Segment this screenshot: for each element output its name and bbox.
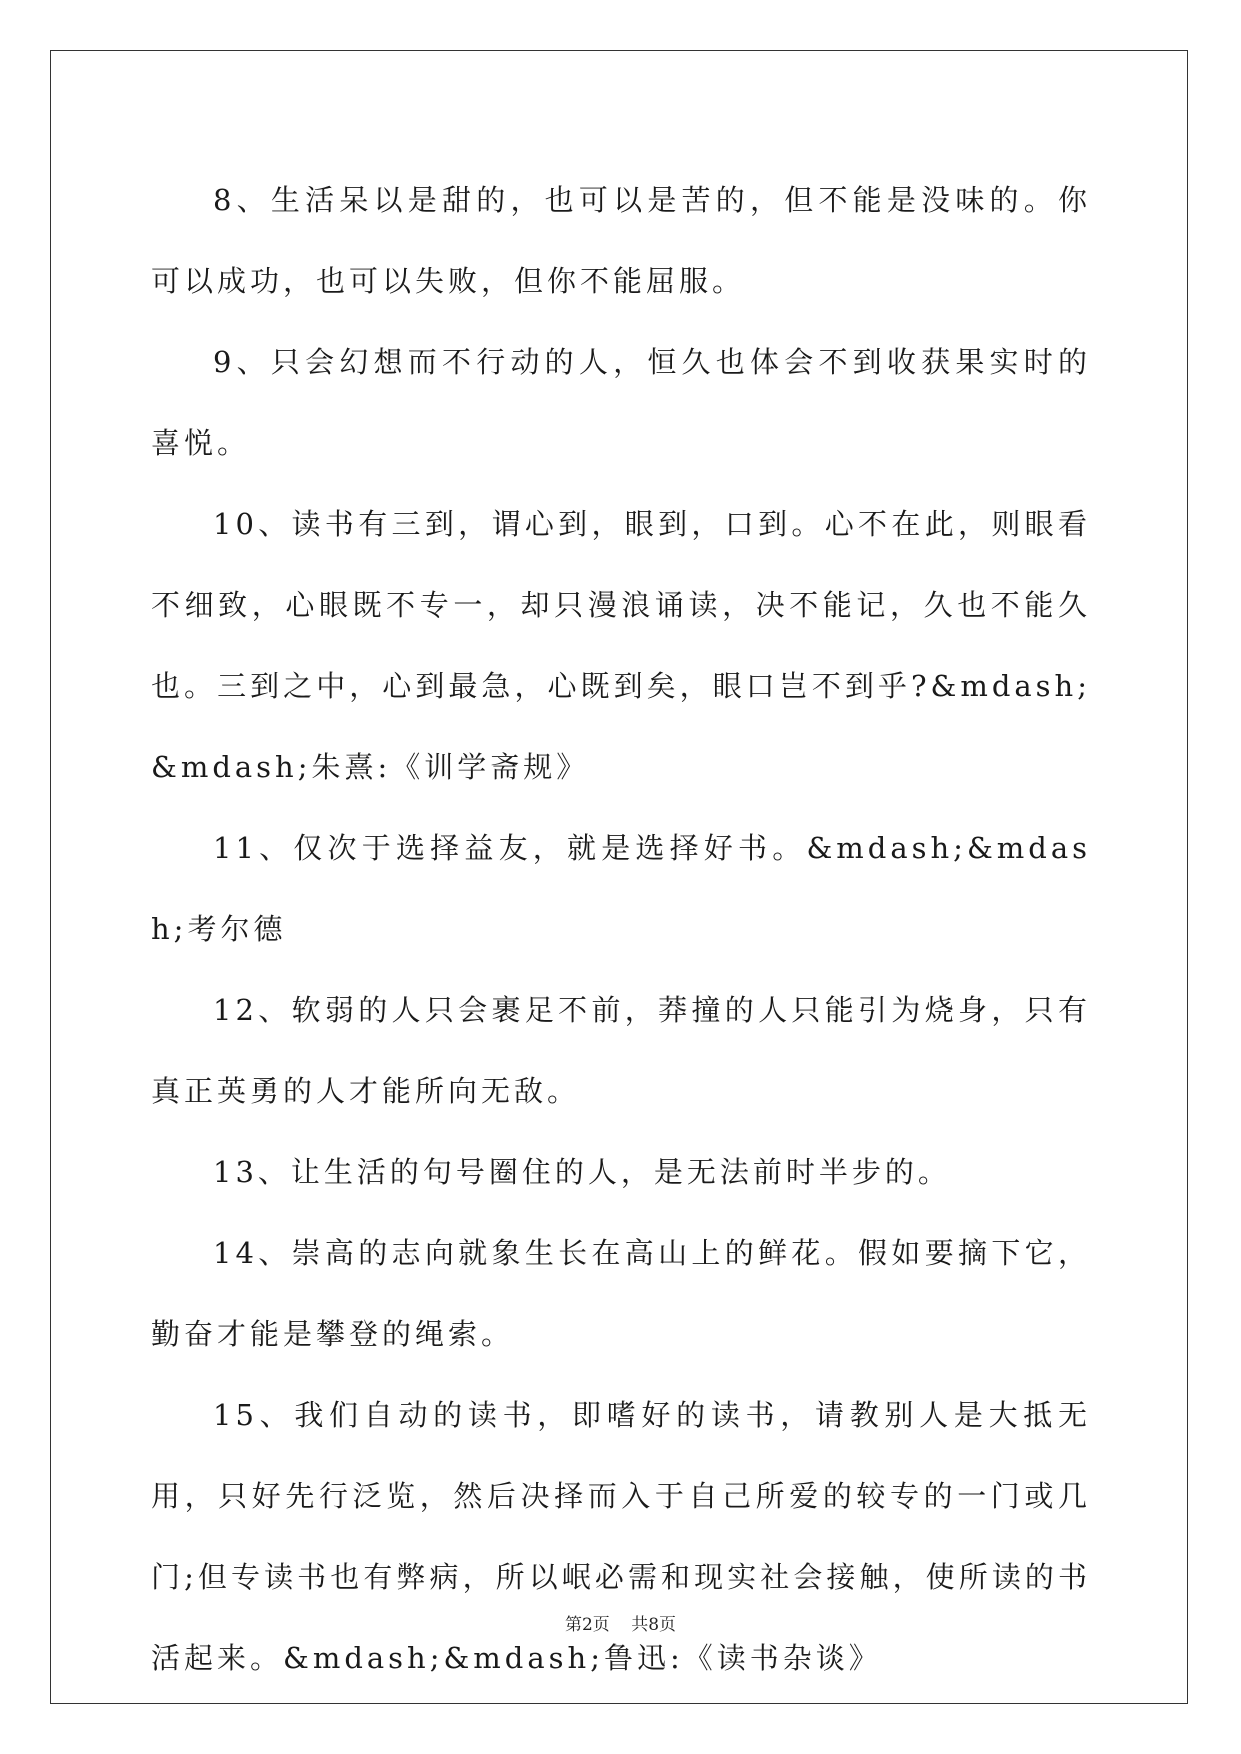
page-number: 第2页 bbox=[564, 1615, 610, 1635]
paragraph-15: 15、我们自动的读书，即嗜好的读书，请教别人是大抵无用，只好先行泛览，然后决择而入于自己所爱的较专的一门或几门;但专读书也有弊病，所以岷必需和现实社会接触，使所读的书活起来。&mdash;&mdash;鲁迅:《读书杂谈》 bbox=[151, 1398, 1091, 1675]
page-total: 共8页 bbox=[631, 1615, 677, 1635]
page-footer bbox=[0, 1610, 1241, 1635]
paragraph-10: 10、读书有三到，谓心到，眼到，口到。心不在此，则眼看不细致，心眼既不专一，却只漫浪诵读，决不能记，久也不能久也。三到之中，心到最急，心既到矣，眼口岂不到乎?&mdash;&mdash;朱熹:《训学斋规》 bbox=[151, 507, 1091, 784]
paragraph-14: 14、崇高的志向就象生长在高山上的鲜花。假如要摘下它，勤奋才能是攀登的绳索。 bbox=[151, 1236, 1091, 1351]
document-body bbox=[151, 160, 1091, 1699]
paragraph-12: 12、软弱的人只会裹足不前，莽撞的人只能引为烧身，只有真正英勇的人才能所向无敌。 bbox=[151, 993, 1091, 1108]
paragraph-9: 9、只会幻想而不行动的人，恒久也体会不到收获果实时的喜悦。 bbox=[151, 345, 1091, 460]
paragraph-8: 8、生活呆以是甜的，也可以是苦的，但不能是没味的。你可以成功，也可以失败，但你不能屈服。 bbox=[151, 183, 1091, 298]
paragraph-11: 11、仅次于选择益友，就是选择好书。&mdash;&mdash;考尔德 bbox=[151, 831, 1091, 946]
paragraph-13: 13、让生活的句号圈住的人，是无法前时半步的。 bbox=[213, 1155, 951, 1189]
